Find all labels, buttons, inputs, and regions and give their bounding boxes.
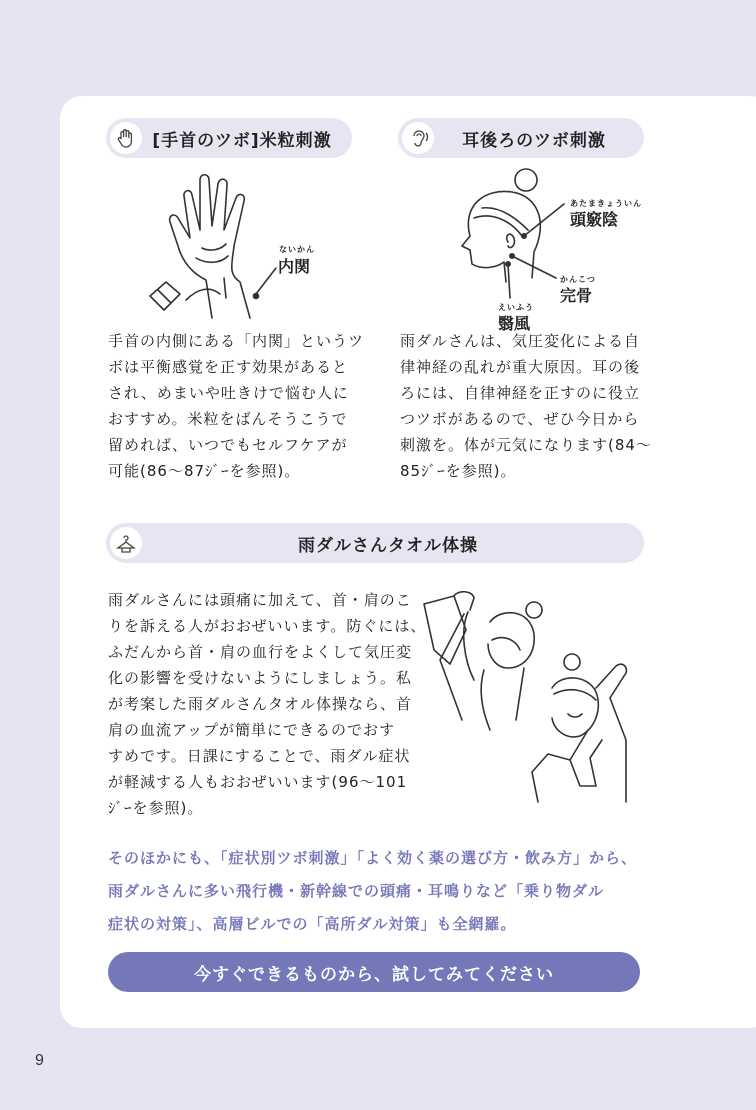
towel-exercise-illustration [420,590,640,805]
summary-text: そのほかにも、「症状別ツボ刺激」「よく効く薬の選び方・飲み方」から、 雨ダルさんに多い飛行機・新幹線での頭痛・耳鳴りなど「乗り物ダル 症状の対策」、高層ビルでの「高所ダル対策」も全網羅。 [108,849,638,933]
ear-point-3-reading: えいふう [498,303,534,312]
towel-section-header [106,523,644,563]
wrist-body-text: 手首の内側にある「内関」というツ ボは平衡感覚を正す効果があると され、めまいや吐きけで悩む人に おすすめ。米粒をばんそうこうで 留めれば、いつでもセルフケアが 可能(86〜87ｼﾞｰを参照)。 [108,332,365,480]
ear-icon [402,122,434,154]
ear-point-1-reading: あたまきょういん [570,199,642,208]
try-now-banner: 今すぐできるものから、試してみてください [108,952,640,992]
towel-body-text: 雨ダルさんには頭痛に加えて、首・肩のこ りを訴える人がおおぜいいます。防ぐには、 ふだんから首・肩の血行をよくして気圧変 化の影響を受けないようにしましょう。私 が考案した雨ダルさんタオル体操なら、首 肩の血流アップが簡単にできるのでおす すめです。日課にすることで、雨ダル症状 が軽減する人もおおぜいいます(96〜101 ｼﾞｰを参照)。 [108,591,427,817]
wrist-point-name: 内関 [278,257,311,276]
ear-point-2-name: 完骨 [560,286,593,305]
ear-point-2-reading: かんこつ [560,275,596,284]
wrist-illustration [140,168,290,328]
wrist-section-header [106,118,352,158]
wrist-section-title: [手首のツボ]米粒刺激 [152,130,332,151]
page-number: 9 [35,1052,44,1069]
towel-hanger-icon [110,527,142,559]
ear-point-1-name: 頭竅陰 [570,210,619,229]
hand-icon [110,122,142,154]
ear-section-header [398,118,644,158]
ear-section-title: 耳後ろのツボ刺激 [462,130,606,151]
towel-section-title: 雨ダルさんタオル体操 [298,535,478,556]
wrist-point-reading: ないかん [279,245,315,254]
ear-body-text: 雨ダルさんは、気圧変化による自 律神経の乱れが重大原因。耳の後 ろには、自律神経を正すのに役立 つツボがあるので、ぜひ今日から 刺激を。体が元気になります(84〜 85ｼﾞｰを参照)。 [400,332,652,480]
ear-point-3-name: 翳風 [498,314,531,333]
head-profile-illustration [448,166,578,316]
